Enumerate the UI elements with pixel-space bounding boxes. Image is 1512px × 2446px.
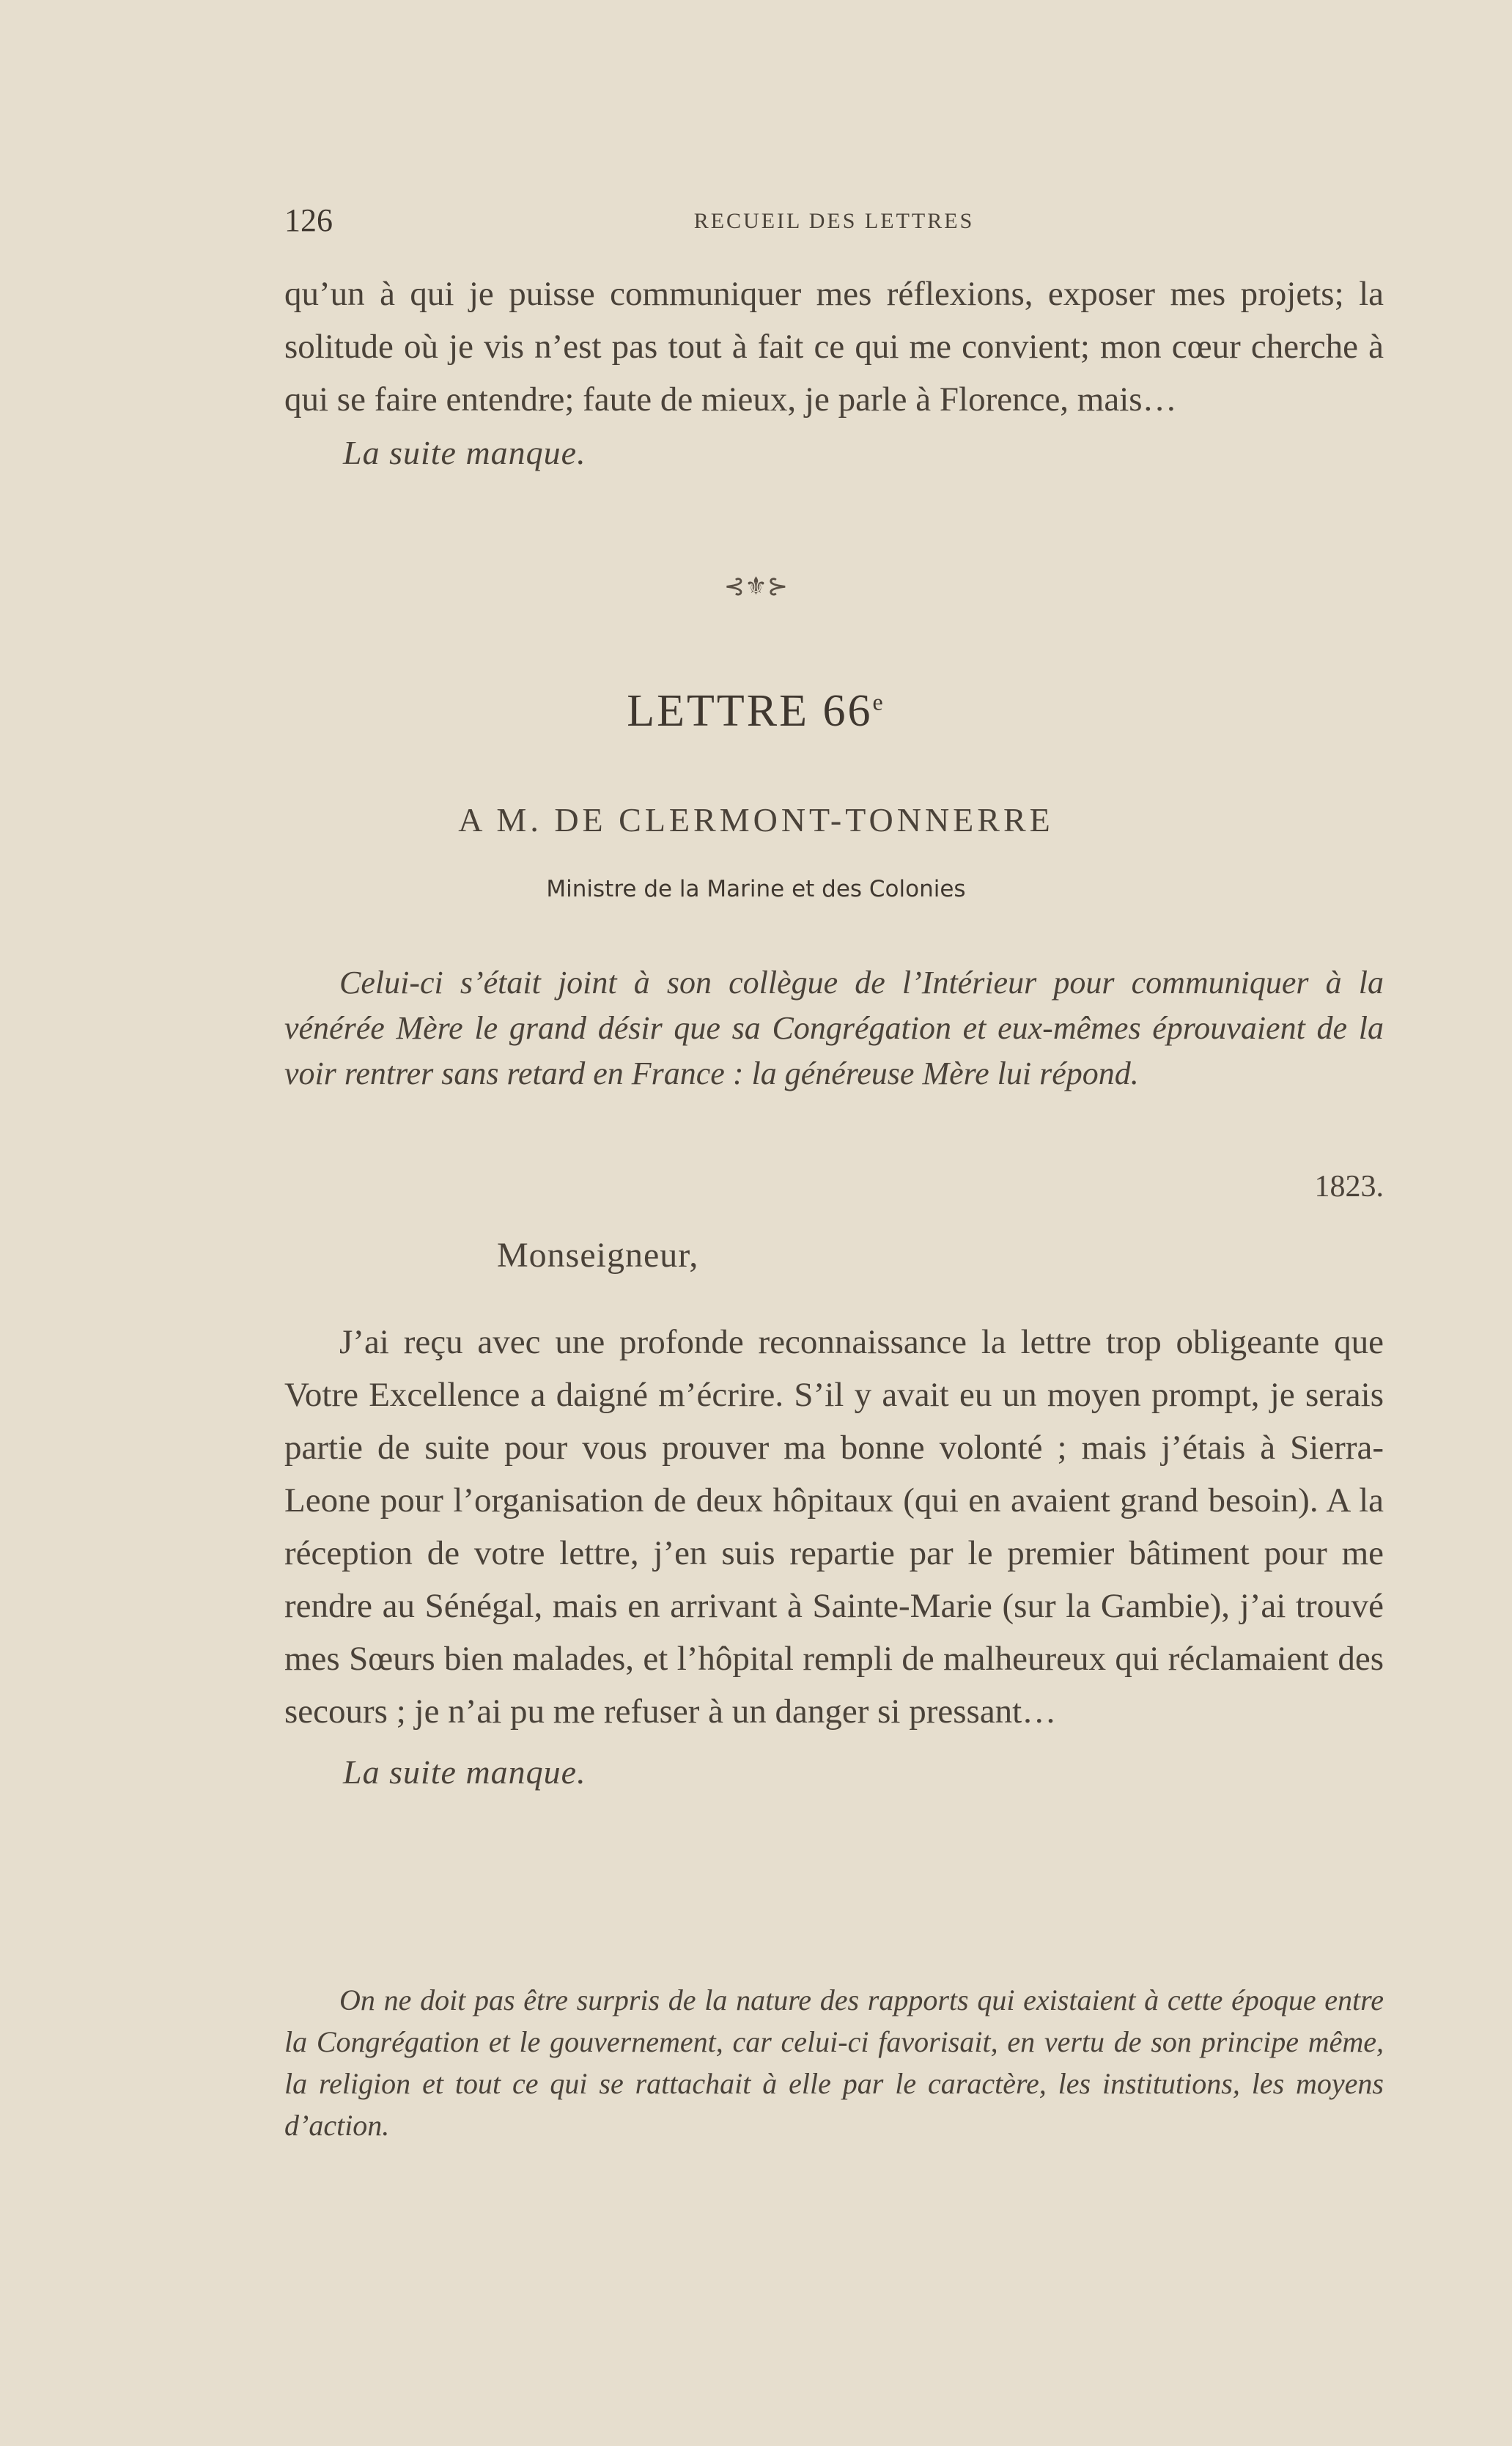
opening-paragraph-block (284, 268, 1384, 472)
running-title: RECUEIL DES LETTRES (693, 209, 975, 233)
page-header (284, 202, 1384, 238)
letter-title-superscript: e (872, 688, 885, 715)
letter-body-paragraph: J’ai reçu avec une profonde reconnaissance la lettre trop obligeante que Votre Excellence a daigné m’écrire. S’il y avait eu un moyen prompt, je serais partie de suite pour vous prouver ma bonne volonté ; mais j’étais à Sierra-Leone pour l’organisation de deux hôpitaux (qui en avaient grand besoin). A la réception de votre lettre, j’en suis repartie par le premier bâtiment pour me rendre au Sénégal, mais en arrivant à Sainte-Marie (sur la Gambie), j’ai trouvé mes Sœurs bien malades, et l’hôpital rempli de malheureux qui réclamaient des secours ; je n’ai pu me refuser à un danger si pressant… (284, 1323, 1384, 1731)
footnote-block (284, 1979, 1384, 2146)
opening-paragraph: qu’un à qui je puisse communiquer mes réflexions, exposer mes projets; la solitude où je vis n’est pas tout à fait ce qui me convient; mon cœur cherche à qui se faire entendre; faute de mieux, je parle à Florence, mais… (284, 275, 1384, 419)
letter-title (0, 685, 1512, 737)
letter-date: 1823. (1314, 1170, 1384, 1204)
intro-block (284, 960, 1384, 1097)
addressee-subtitle: Ministre de la Marine et des Colonies (546, 876, 966, 902)
intro-paragraph: Celui-ci s’était joint à son collègue de l’Intérieur pour communiquer à la vénérée Mère le grand désir que sa Congrégation et eux-mêmes éprouvaient de la voir rentrer sans retard en France : la généreuse Mère lui répond. (284, 965, 1384, 1091)
missing-note-letter: La suite manque. (343, 1753, 586, 1791)
missing-note-opening: La suite manque. (343, 434, 586, 471)
addressee: A M. DE CLERMONT-TONNERRE (458, 801, 1054, 839)
ornament-icon: ⊰⚜⊱ (723, 573, 789, 600)
page-number: 126 (284, 202, 333, 238)
letter-title-text: LETTRE 66 (627, 686, 873, 736)
letter-body-block (284, 1316, 1384, 1791)
salutation: Monseigneur, (497, 1236, 699, 1275)
footnote-paragraph: On ne doit pas être surpris de la nature des rapports qui existaient à cette époque entre la Congrégation et le gouvernement, car celui-ci favorisait, en vertu de son principe même, la religion et tout ce qui se rattachait à elle par le caractère, les institutions, les moyens d’action. (284, 1983, 1384, 2142)
